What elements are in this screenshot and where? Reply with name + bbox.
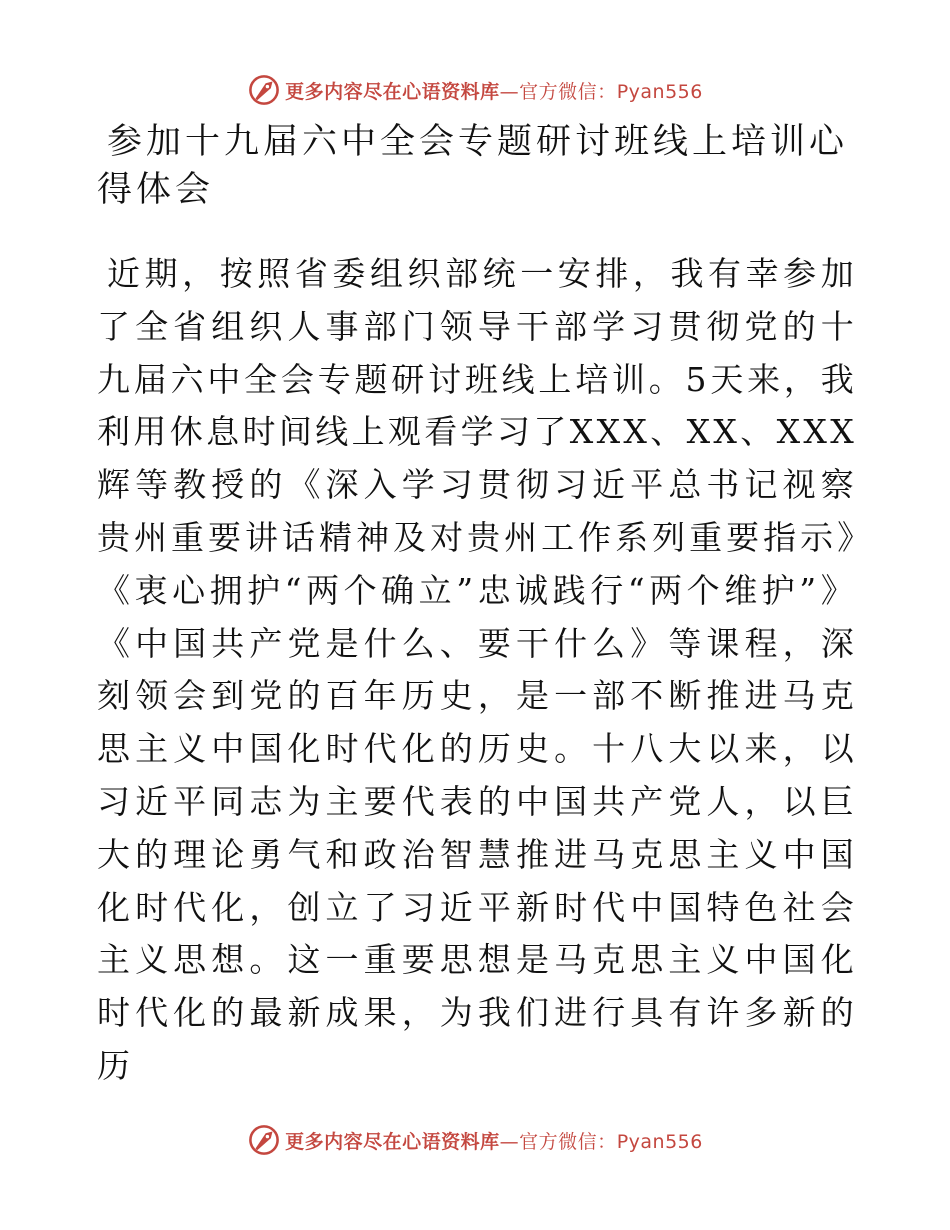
header-banner bbox=[0, 70, 950, 110]
footer-banner bbox=[0, 1120, 950, 1160]
banner-separator: — bbox=[499, 80, 520, 103]
banner-wechat-label: 官方微信： bbox=[519, 80, 617, 103]
pen-nib-logo-icon bbox=[247, 1123, 281, 1157]
document-paragraph: 近期，按照省委组织部统一安排，我有幸参加了全省组织人事部门领导干部学习贯彻党的十九届六中全会专题研讨班线上培训。5天来，我利用休息时间线上观看学习了XXX、XX、XXX辉等教授的《深入学习贯彻习近平总书记视察贵州重要讲话精神及对贵州工作系列重要指示》《衷心拥护“两个确立”忠诚践行“两个维护”》《中国共产党是什么、要干什么》等课程，深刻领会到党的百年历史，是一部不断推进马克思主义中国化时代化的历史。十八大以来，以习近平同志为主要代表的中国共产党人，以巨大的理论勇气和政治智慧推进马克思主义中国化时代化，创立了习近平新时代中国特色社会主义思想。这一重要思想是马克思主义中国化时代化的最新成果，为我们进行具有许多新的历 bbox=[97, 254, 857, 1085]
pen-nib-logo-icon bbox=[247, 73, 281, 107]
banner-text bbox=[285, 1127, 703, 1154]
banner-separator: — bbox=[499, 1130, 520, 1153]
banner-wechat-id: Pyan556 bbox=[616, 1130, 703, 1153]
banner-main-text: 更多内容尽在心语资料库 bbox=[285, 1130, 500, 1153]
banner-text bbox=[285, 77, 703, 104]
document-title: 参加十九届六中全会专题研讨班线上培训心得体会 bbox=[97, 122, 849, 210]
banner-wechat-id: Pyan556 bbox=[616, 80, 703, 103]
banner-main-text: 更多内容尽在心语资料库 bbox=[285, 80, 500, 103]
banner-wechat-label: 官方微信： bbox=[519, 1130, 617, 1153]
